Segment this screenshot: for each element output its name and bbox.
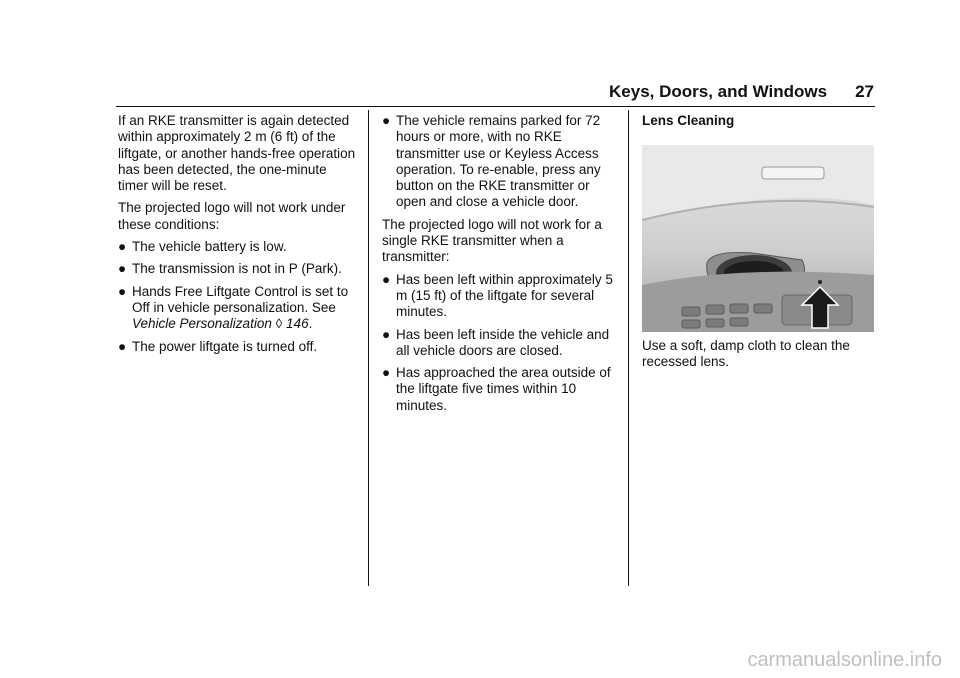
- list-item: [382, 327, 622, 360]
- page-header: [560, 82, 874, 102]
- cross-reference-link[interactable]: Vehicle Personalization: [132, 316, 272, 332]
- column-divider: [628, 110, 629, 586]
- page-ref-icon: ◊: [275, 316, 283, 332]
- list-item-text: Hands Free Liftgate Control is set to Off in vehicle personalization. See: [132, 283, 349, 315]
- section-title: Keys, Doors, and Windows: [609, 82, 828, 101]
- bullet-icon: ●: [118, 261, 127, 277]
- lens-icon: [818, 280, 822, 284]
- bullet-icon: ●: [382, 271, 391, 287]
- list-item-text: The vehicle battery is low.: [132, 239, 287, 255]
- bullet-icon: ●: [118, 283, 127, 299]
- list-item-text: Has been left within approximately 5 m (15 ft) of the liftgate for several minutes.: [396, 271, 613, 320]
- list-item-text: Has been left inside the vehicle and all vehicle doors are closed.: [396, 326, 610, 358]
- bullet-icon: ●: [118, 239, 127, 255]
- list-item: ● Hands Free Liftgate Control is set to Off in vehicle personalization. See Vehicle Personalization ◊ 146.: [118, 283, 349, 332]
- photo-caption: [642, 338, 876, 377]
- list-item-text: The power liftgate is turned off.: [132, 338, 318, 354]
- paragraph: The projected logo will not work under these conditions:: [118, 200, 346, 232]
- paragraph: If an RKE transmitter is again detected within approximately 2 m (6 ft) of the liftgate, or another hands-free operation has been detected, the one-minute timer will be reset.: [118, 113, 356, 194]
- list-item-text: The vehicle remains parked for 72 hours or more, with no RKE transmitter use or Keyless Access operation. To re-enable, press any button on the RKE transmitter or open and close a vehicle door.: [396, 113, 601, 210]
- paragraph: The projected logo will not work for a single RKE transmitter when a transmitter:: [382, 216, 602, 265]
- list-item: [382, 365, 622, 414]
- list-item: [382, 113, 622, 211]
- list-item-text: Has approached the area outside of the liftgate five times within 10 minutes.: [396, 365, 611, 413]
- column-2: [382, 113, 622, 420]
- bullet-icon: ●: [382, 365, 391, 381]
- bullet-icon: ●: [382, 113, 391, 128]
- list-item-text: The transmission is not in P (Park).: [132, 261, 342, 277]
- list-item: [118, 261, 358, 277]
- section-heading: Lens Cleaning: [642, 113, 735, 128]
- column-divider: [368, 110, 369, 586]
- column-1: [118, 113, 358, 361]
- list-item: [382, 272, 622, 321]
- bullet-icon: ●: [382, 326, 391, 342]
- cross-reference-page[interactable]: 146: [286, 316, 309, 332]
- bullet-icon: ●: [118, 338, 127, 354]
- caption-text: Use a soft, damp cloth to clean the recessed lens.: [642, 338, 850, 370]
- list-item: [118, 339, 358, 355]
- header-rule: [116, 106, 875, 107]
- watermark: carmanualsonline.info: [747, 649, 942, 671]
- lens-location-illustration: [642, 145, 874, 332]
- list-item: [118, 239, 358, 255]
- page-number: 27: [855, 82, 874, 101]
- column-3: [642, 113, 876, 135]
